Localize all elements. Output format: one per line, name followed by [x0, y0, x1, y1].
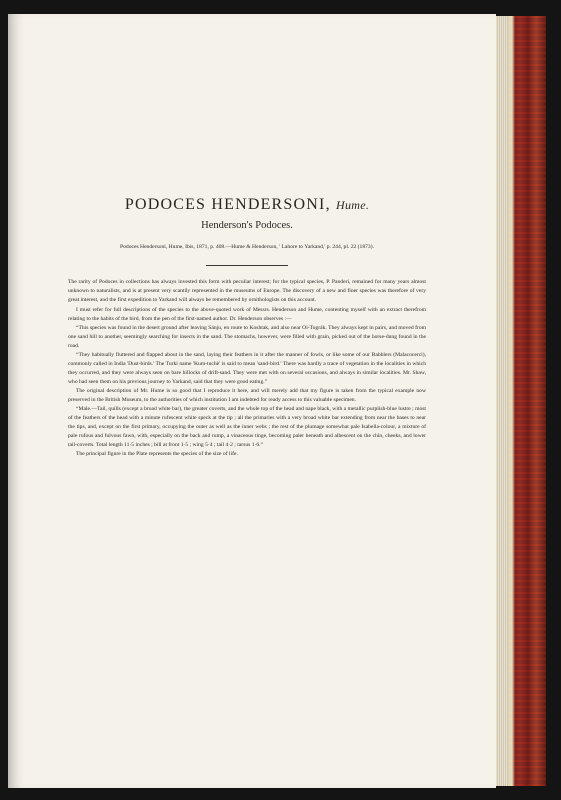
paragraph: I must refer for full descriptions of the species to the above-quoted work of Messrs. Henderson and Hume, contenting myself with an extract therefrom relating to the habits of the bird, from the pen of the first-named author. Dr. Henderson observes :— — [68, 306, 426, 322]
page-content — [68, 196, 426, 459]
title-authority: Hume. — [335, 198, 370, 212]
paragraph: The principal figure in the Plate represents the species of the size of life. — [76, 451, 238, 458]
common-name: Henderson's Podoces. — [201, 220, 293, 231]
book-page — [8, 14, 496, 788]
title-main: PODOCES HENDERSONI, — [124, 196, 331, 213]
book-binding — [506, 16, 546, 786]
divider-rule — [206, 265, 288, 266]
paragraph: The rarity of Podoces in collections has always invested this form with peculiar interest; for the typical species, P. Panderi, remained for many years almost unknown to naturalists, and is at present very scantily represented in the museums of Europe. The discovery of a new and finer species was therefore of very great interest, and the first expedition to Yarkand will always be remembered by ornithologists on this account. — [68, 279, 426, 304]
species-title — [68, 196, 426, 214]
paragraph: “Male.—Tail, quills (except a broad white bar), the greater coverts, and the whole top of the head and nape black, with a metallic purplish-blue lustre ; most of the feathers of the head with a minute rufescent white speck at the tip ; all the primaries with a very broad white bar extending from near the bases to near the tips, and, except on the first primary, occupying the outer as well as the inner webs ; the rest of the plumage somewhat pale Isabella-colour, a mixture of pale rufous and fulvous fawn, with, especially on the back and rump, a vinaceous tinge, becoming paler beneath and albescent on the chin, cheeks, and lower tail-coverts. Total length 11·5 inches ; bill at front 1·5 ; wing 5·4 ; tail 4·2 ; tarsus 1·6.” — [68, 406, 426, 449]
paragraph: “This species was found in the desert ground after leaving Sánju, en route to Koshtak, and also near Oi-Tográk. They always kept in pairs, and moved from one sand hill to another, seemingly searching for insects in the sand. The stomachs, however, were filled with grain, picked out of the horse-dung found in the road. — [68, 324, 426, 349]
paragraph: The original description of Mr. Hume is so good that I reproduce it here, and will merely add that my figure is taken from the typical example now preserved in the British Museum, to the authorities of which institution I am indebted for ready access to this valuable specimen. — [68, 387, 426, 403]
body-text — [68, 278, 426, 459]
paragraph: “They habitually fluttered and flapped about in the sand, laying their feathers in it after the manner of fowls, or like some of our Babblers (Malacocerci), commonly called in India 'Dust-birds.' The Turki name 'Kum-tuchè' is said to mean 'sand-bird.' There was hardly a trace of vegetation in the localities in which they occurred, and they were always seen on bare hillocks of drift-sand. They were met with on several occasions, and always in similar localities. Mr. Shaw, who had seen them on his previous journey to Yarkand, said that they were good eating.” — [68, 351, 426, 385]
citation: Podoces Hendersoni, Hume, Ibis, 1871, p. 408.—Hume & Henderson, ' Lahore to Yarkand,' p. 244, pl. 22 (1873). — [119, 244, 374, 250]
